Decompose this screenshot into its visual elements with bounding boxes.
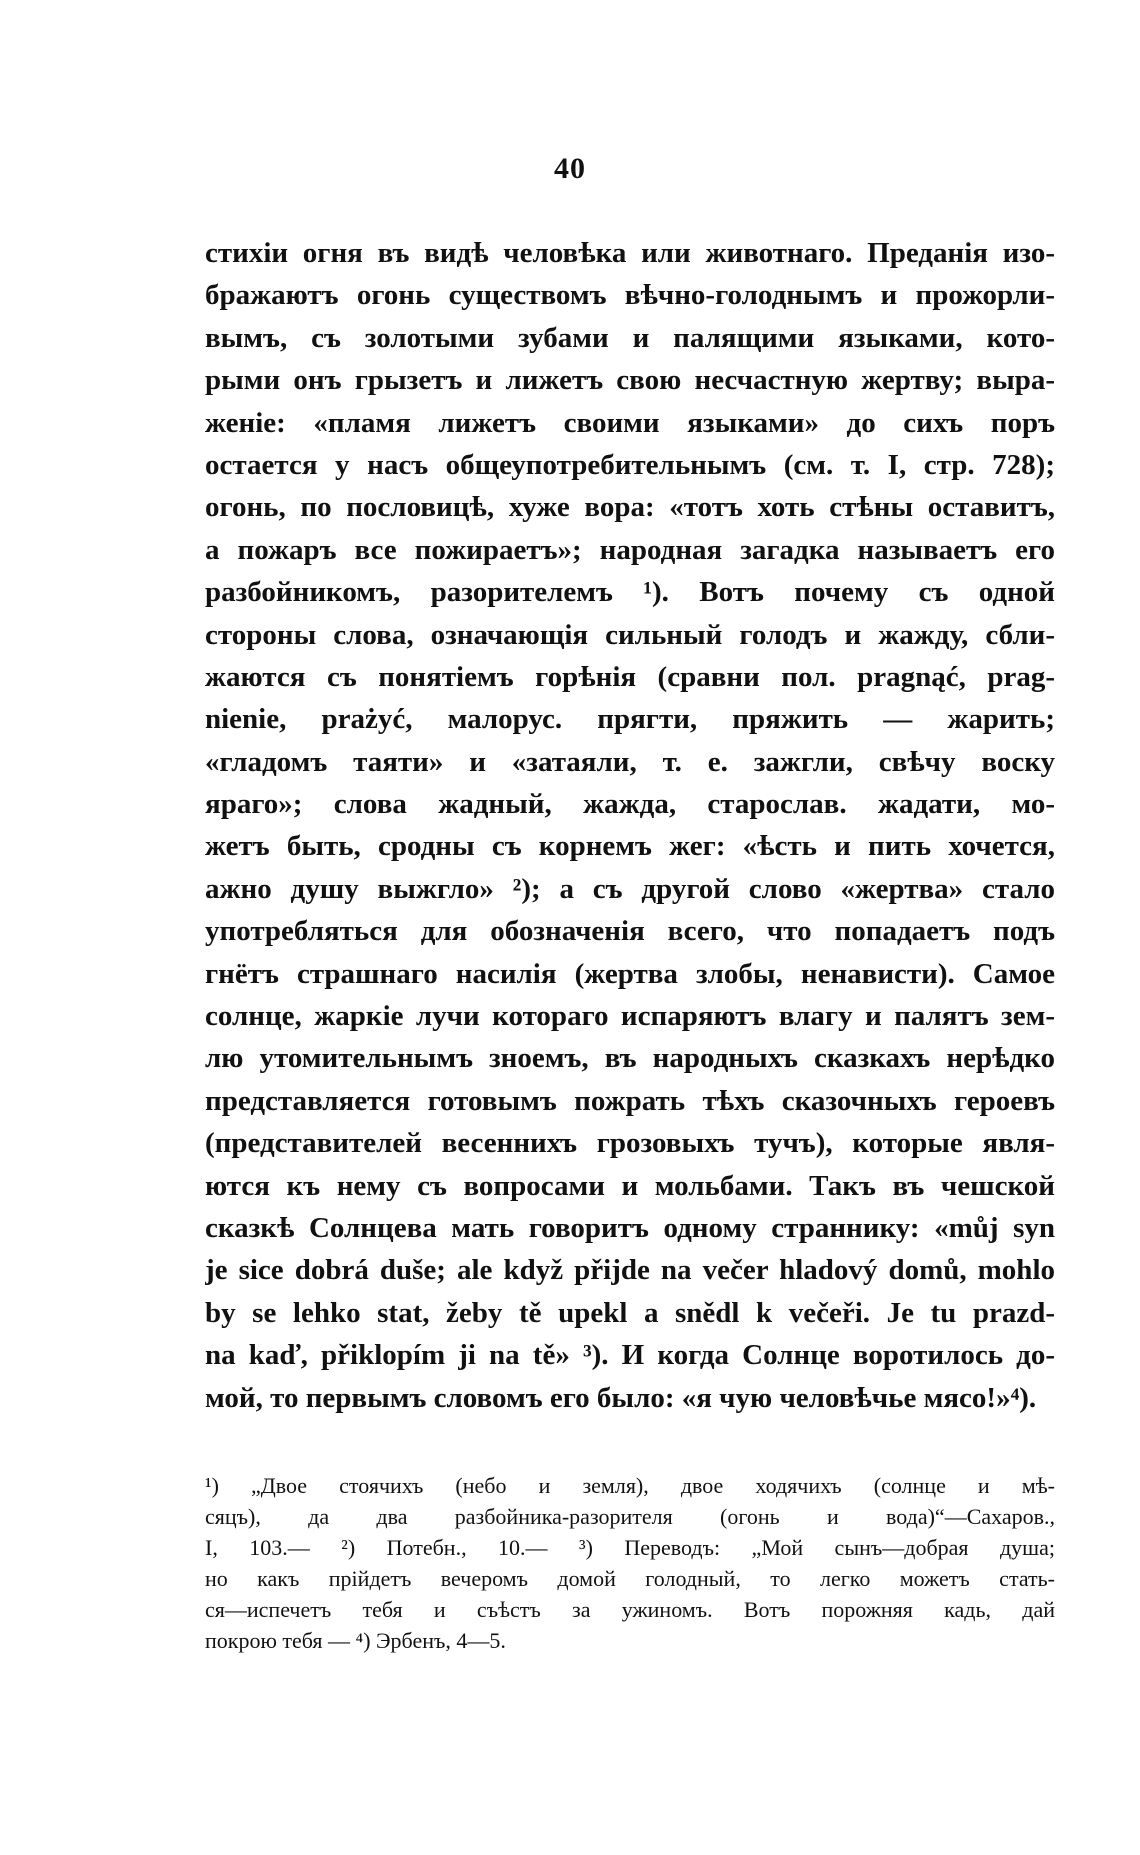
text-line: употребляться для обозначенія всего, что попадаетъ подъ — [205, 915, 1055, 948]
text-line: вымъ, съ золотыми зубами и палящими языками, кото- — [205, 321, 1055, 354]
text-line: ажно душу выжгло» ²); а съ другой слово «жертва» стало — [205, 872, 1055, 905]
footnote-line: сяцъ), да два разбойника-разорителя (огонь и вода)“—Сахаров., — [205, 1504, 1055, 1529]
text-line: nienie, prażyć, малорус. прягти, пряжить — жарить; — [205, 703, 1055, 736]
main-text — [205, 232, 1055, 1419]
text-line: мой, то первымъ словомъ его было: «я чую человѣчье мясо!»⁴). — [205, 1381, 1037, 1414]
footnotes — [205, 1470, 1055, 1656]
text-line: огонь, по пословицѣ, хуже вора: «тотъ хоть стѣны оставитъ, — [205, 491, 1055, 524]
text-line: by se lehko stat, žeby tě upekl a snědl k večeři. Je tu prazd- — [205, 1296, 1055, 1329]
text-line: стихіи огня въ видѣ человѣка или животнаго. Преданія изо- — [205, 237, 1055, 269]
footnote-line: но какъ прійдетъ вечеромъ домой голодный, то легко можетъ стать- — [205, 1566, 1055, 1591]
text-line: разбойникомъ, разорителемъ ¹). Вотъ почему съ одной — [205, 576, 1055, 609]
text-line: яраго»; слова жадный, жажда, старослав. жадати, мо- — [205, 788, 1055, 821]
text-line: рыми онъ грызетъ и лижетъ свою несчастную жертву; выра- — [205, 364, 1055, 397]
text-line: жетъ быть, сродны съ корнемъ жег: «ѣсть и пить хочется, — [205, 830, 1055, 863]
text-line: гнётъ страшнаго насилія (жертва злобы, ненависти). Самое — [205, 957, 1055, 990]
text-line: (представителей весеннихъ грозовыхъ тучъ), которые явля- — [205, 1127, 1055, 1160]
footnote-line: покрою тебя — ⁴) Эрбенъ, 4—5. — [205, 1628, 506, 1653]
text-line: ются къ нему съ вопросами и мольбами. Такъ въ чешской — [205, 1169, 1055, 1202]
text-line: сказкѣ Солнцева мать говоритъ одному страннику: «můj syn — [205, 1211, 1055, 1244]
footnote-line: ¹) „Двое стоячихъ (небо и земля), двое ходячихъ (солнце и мѣ- — [205, 1473, 1055, 1498]
text-line: «гладомъ таяти» и «затаяли, т. е. зажгли, свѣчу воску — [205, 745, 1055, 778]
text-line: представляется готовымъ пожрать тѣхъ сказочныхъ героевъ — [205, 1084, 1055, 1117]
text-line: лю утомительнымъ зноемъ, въ народныхъ сказкахъ нерѣдко — [205, 1042, 1055, 1075]
text-line: je sice dobrá duše; ale když přijde na večer hladový domů, mohlo — [205, 1254, 1055, 1287]
footnote-line: I, 103.— ²) Потебн., 10.— ³) Переводъ: „Мой сынъ—добрая душа; — [205, 1535, 1055, 1560]
text-line: остается у насъ общеупотребительнымъ (см. т. I, стр. 728); — [205, 448, 1055, 481]
page-number: 40 — [554, 152, 586, 185]
footnote-line: ся—испечетъ тебя и съѣстъ за ужиномъ. Вотъ порожняя кадь, дай — [205, 1597, 1055, 1622]
text-line: а пожаръ все пожираетъ»; народная загадка называетъ его — [205, 533, 1055, 566]
text-line: жаются съ понятіемъ горѣнія (сравни пол. pragnąć, prag- — [205, 660, 1055, 693]
text-line: женіе: «пламя лижетъ своими языками» до сихъ поръ — [205, 406, 1055, 439]
text-line: бражаютъ огонь существомъ вѣчно-голоднымъ и прожорли- — [205, 279, 1055, 312]
text-line: солнце, жаркіе лучи котораго испаряютъ влагу и палятъ зем- — [205, 1000, 1055, 1033]
text-line: стороны слова, означающія сильный голодъ и жажду, сбли- — [205, 618, 1055, 651]
text-line: na kaď, přiklopím ji na tě» ³). И когда Солнце воротилось до- — [205, 1339, 1055, 1372]
